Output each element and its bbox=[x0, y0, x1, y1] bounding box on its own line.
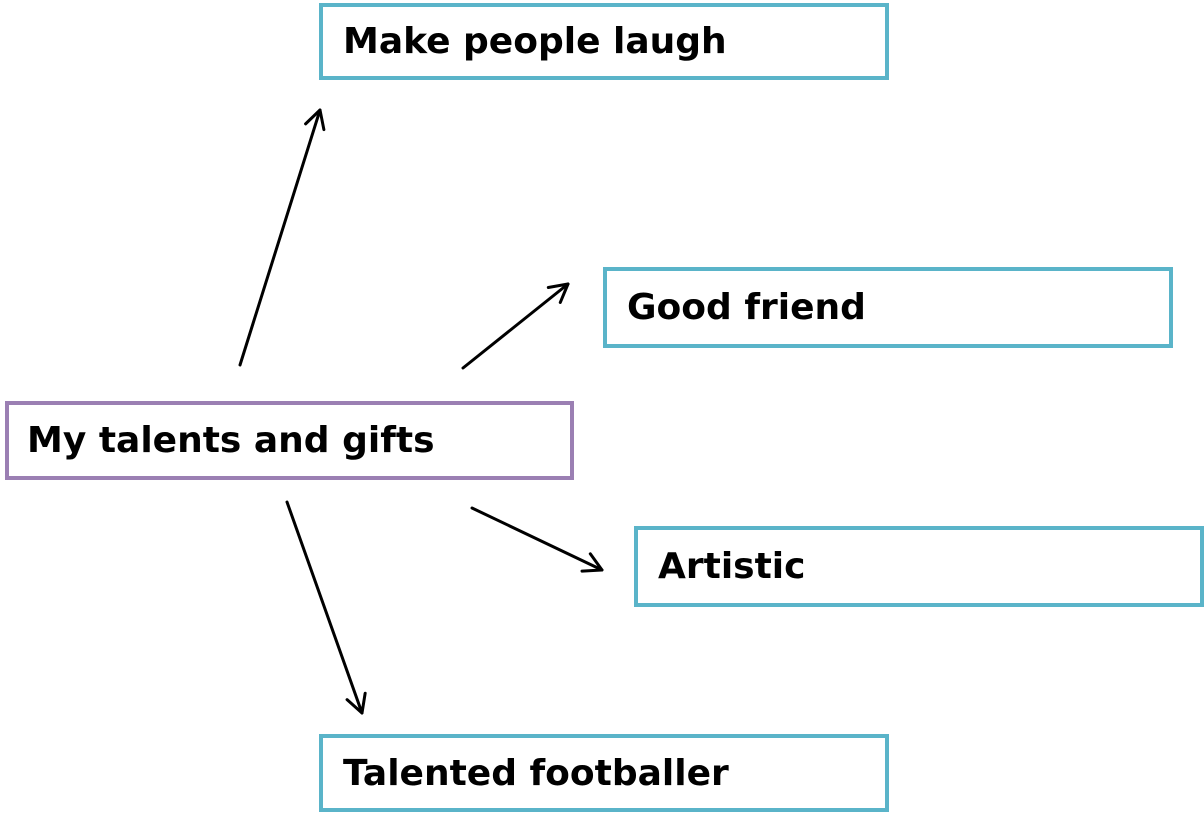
central-topic-box bbox=[5, 401, 574, 480]
branch-box-artistic bbox=[634, 526, 1204, 607]
branch-label-good-friend: Good friend bbox=[627, 287, 866, 328]
arrow-to-make-people-laugh bbox=[240, 110, 320, 365]
arrow-to-artistic bbox=[472, 508, 602, 570]
branch-box-make-people-laugh bbox=[319, 3, 889, 80]
branch-box-good-friend bbox=[603, 267, 1173, 348]
branch-label-talented-footballer: Talented footballer bbox=[343, 752, 729, 794]
arrow-to-good-friend bbox=[463, 284, 568, 368]
central-topic-label: My talents and gifts bbox=[27, 420, 435, 461]
arrow-to-talented-footballer bbox=[287, 502, 362, 713]
branch-label-make-people-laugh: Make people laugh bbox=[343, 21, 727, 62]
branch-label-artistic: Artistic bbox=[658, 546, 806, 587]
branch-box-talented-footballer bbox=[319, 734, 889, 812]
